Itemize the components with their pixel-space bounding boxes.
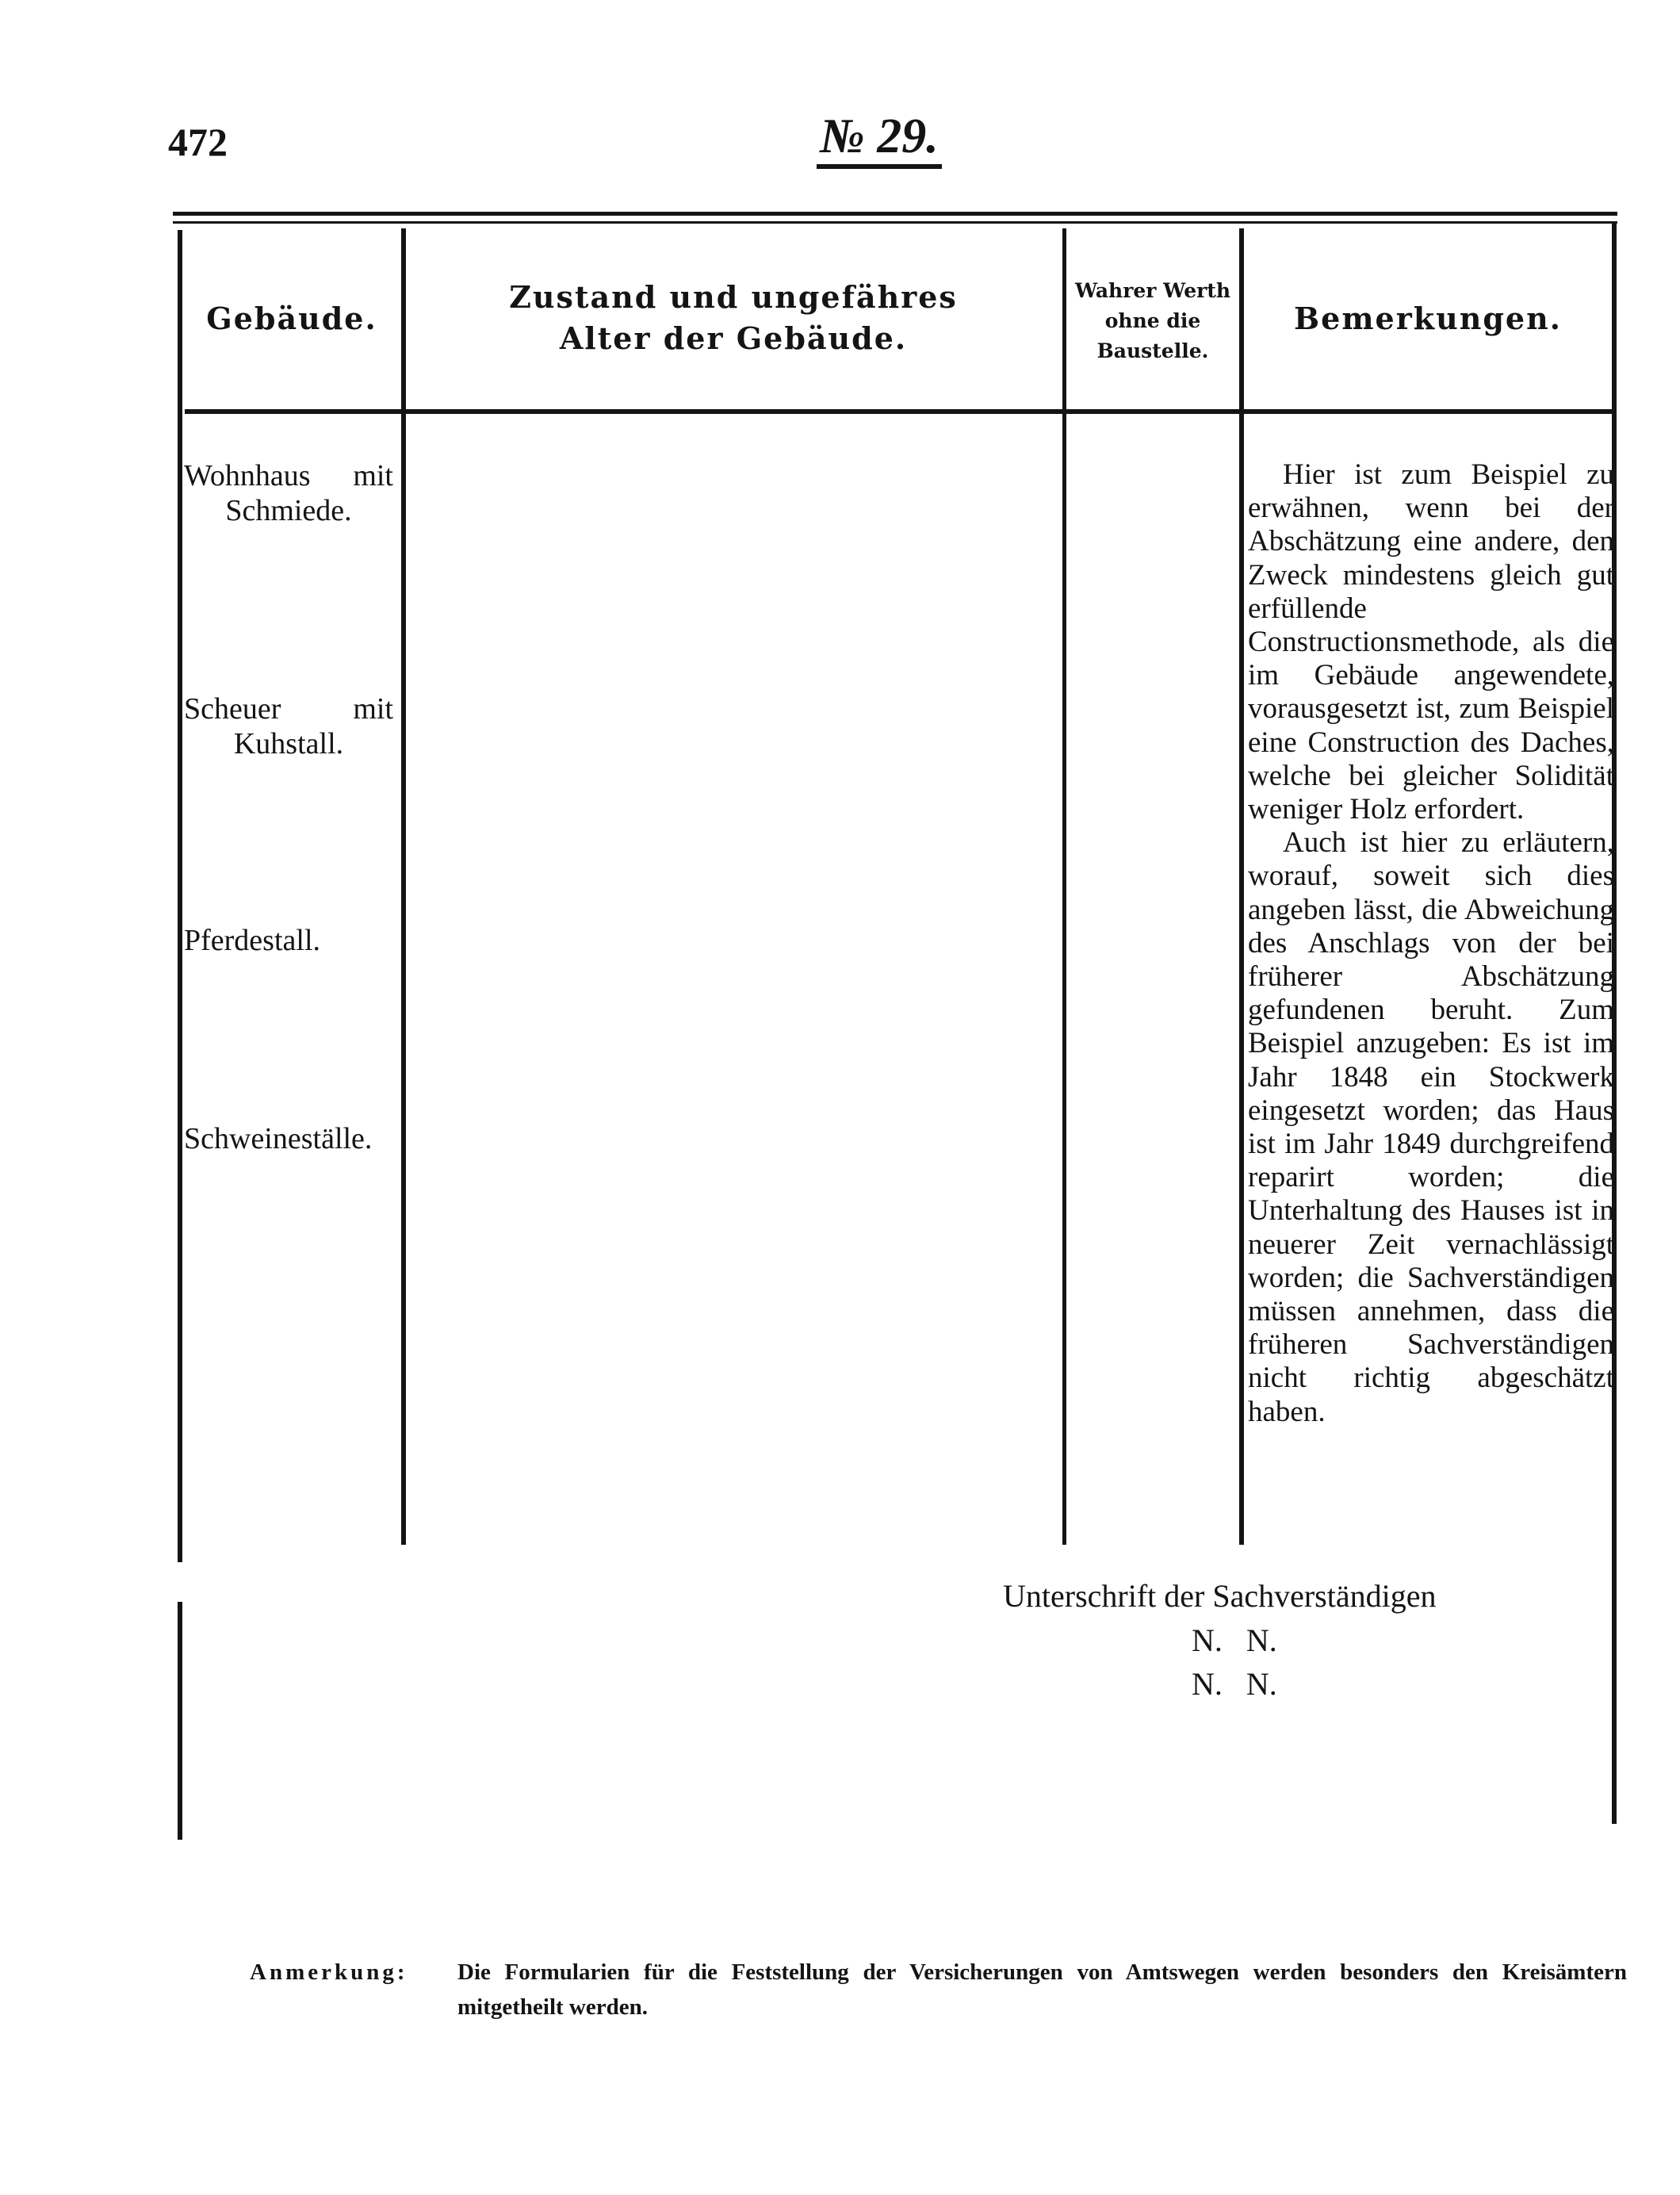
footnote-label: Anmerkung:: [250, 1959, 408, 1985]
remarks-paragraph: Hier ist zum Beispiel zu erwähnen, wenn bei der Abschätzung eine andere, den Zweck mindestens gleich gut erfüllende Constructionsmethode, als die im Gebäude angewendete, vorausgesetzt ist, zum Beispiel eine Construction des Daches, welche bei gleicher Solidität weniger Holz erfordert.: [1248, 458, 1614, 826]
header-condition-age: [476, 230, 991, 406]
header-remarks: [1245, 230, 1611, 406]
column-divider-3: [1239, 228, 1244, 1545]
building-entry: Pferdestall.: [184, 924, 321, 957]
signature-name-line: N. N.: [1192, 1666, 1277, 1702]
remarks-paragraph: Auch ist hier zu erläutern, worauf, soweit sich dies angeben lässt, die Abweichung des Anschlags von der bei früherer Abschätzung gefundenen beruht. Zum Beispiel anzugeben: Es ist im Jahr 1848 ein Stockwerk eingesetzt worden; das Haus ist im Jahr 1849 durchgreifend reparirt worden; die Unterhaltung des Hauses ist in neuerer Zeit vernachlässigt worden; die Sachverständigen müssen annehmen, dass die früheren Sachverständigen nicht richtig abgeschätzt haben.: [1248, 826, 1614, 1428]
signature-name-line: N. N.: [1192, 1622, 1277, 1658]
column-divider-2: [1062, 228, 1066, 1545]
table-top-rule-inner: [173, 221, 1617, 224]
table-top-rule: [173, 212, 1617, 216]
header-building-text: Gebäude.: [206, 300, 377, 336]
building-entry: Schweineställe.: [184, 1122, 373, 1155]
footnote-text: Die Formularien für die Feststellung der Versicherungen von Amtswegen werden besonders den Kreisämtern mitgetheilt werden.: [457, 1959, 1627, 2020]
table-left-border-lower: [178, 1602, 182, 1840]
issue-number: № 29.: [817, 111, 942, 169]
signature-label: Unterschrift der Sachverständigen: [1003, 1578, 1437, 1614]
header-true-value: [1067, 254, 1238, 389]
header-condition-age-text: Zustand und ungefähres Alter der Gebäude.: [509, 279, 958, 356]
header-remarks-text: Bemerkungen.: [1294, 300, 1562, 336]
building-entry: Scheuer mit Kuhstall.: [184, 692, 393, 760]
column-divider-1: [401, 228, 406, 1545]
page-number: 472: [168, 120, 228, 164]
header-building: [182, 230, 401, 406]
table-left-border: [178, 230, 182, 1562]
header-true-value-text: Wahrer Werth ohne die Baustelle.: [1074, 279, 1231, 362]
building-entry: Wohnhaus mit Schmiede.: [184, 459, 393, 527]
remarks-text: [1248, 458, 1614, 1429]
header-bottom-rule: [185, 409, 1615, 414]
